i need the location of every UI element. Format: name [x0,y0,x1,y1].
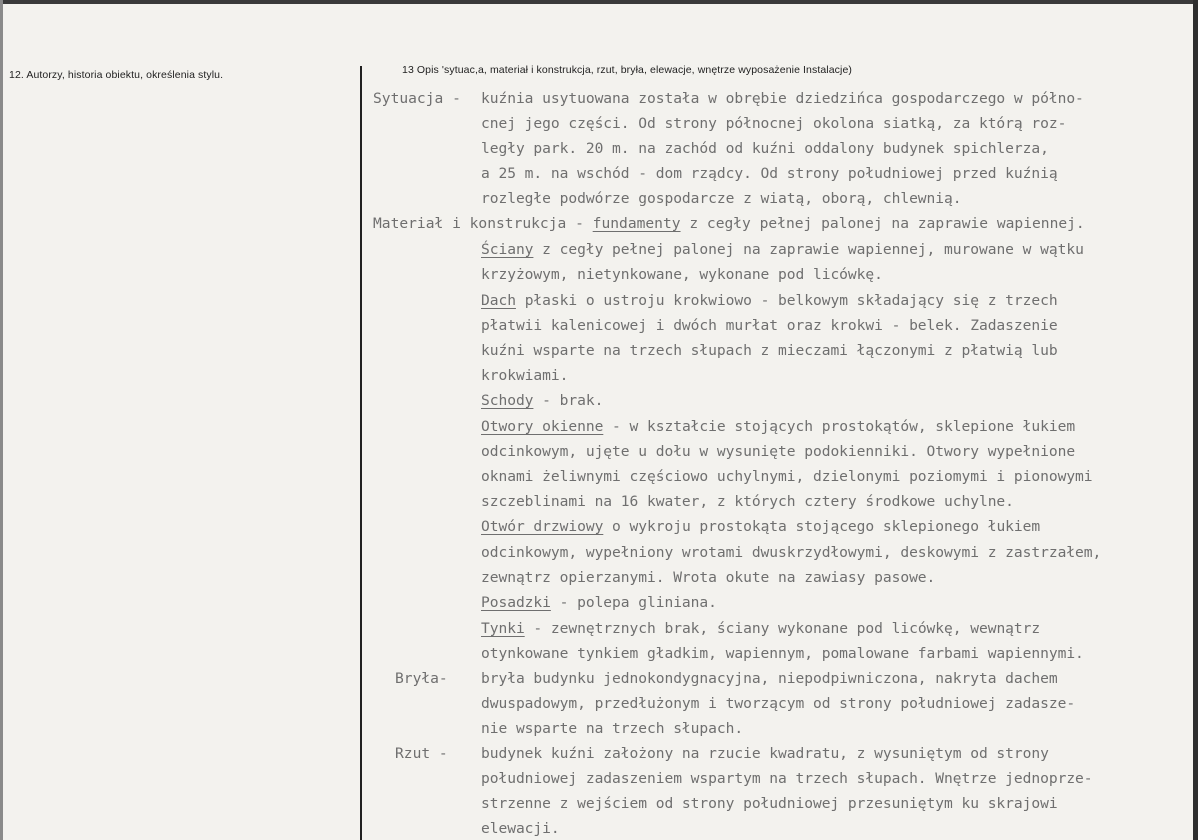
label-material: Materiał i konstrukcja - [373,215,584,232]
scan-edge-top [0,0,1198,4]
text-fragment: z cegły pełnej palonej na zaprawie wapiennej. [680,215,1085,232]
scan-edge-right [1193,0,1198,840]
text-line: elewacji. [481,820,560,837]
text-line: bryła budynku jednokondygnacyjna, niepodpiwniczona, nakryta dachem [481,670,1058,687]
label-rzut: Rzut - [395,745,448,762]
term-otwor-drzwiowy: Otwór drzwiowy [481,518,604,535]
text-line: oknami żeliwnymi częściowo uchylnymi, dzielonymi poziomymi i pionowymi [481,468,1093,485]
label-bryla: Bryła- [395,670,448,687]
term-sciany: Ściany [481,241,534,258]
text-line: a 25 m. na wschód - dom rządcy. Od strony południowej przed kuźnią [481,165,1058,182]
tynki-line [481,620,1040,638]
text-line: strzenne z wejściem od strony południowej przesuniętym ku skrajowi [481,795,1058,812]
text-line: kuźnia usytuowana została w obrębie dziedzińca gospodarczego w półno- [481,90,1084,107]
text-fragment: z cegły pełnej palonej na zaprawie wapiennej, murowane w wątku [533,241,1084,258]
dach-line [481,292,1058,310]
text-line: dwuspadowym, przedłużonym i tworzącym od strony południowej zadasze- [481,695,1076,712]
text-line: odcinkowym, wypełniony wrotami dwuskrzydłowymi, deskowymi z zastrzałem, [481,544,1102,561]
posadzki-line [481,594,717,612]
drzwi-line [481,518,1040,536]
material-line [373,215,1085,233]
text-fragment: - brak. [533,392,604,409]
header-section-13: 13 Opis 'sytuac,a, materiał i konstrukcja, rzut, bryła, elewacje, wnętrze wyposażenie Instalacje) [402,64,852,76]
term-dach: Dach [481,292,516,309]
text-line: odcinkowym, ujęte u dołu w wysunięte podokienniki. Otwory wypełnione [481,443,1076,460]
term-schody: Schody [481,392,534,409]
label-sytuacja: Sytuacja - [373,90,461,107]
text-line: płatwii kalenicowej i dwóch murłat oraz krokwi - belek. Zadaszenie [481,317,1058,334]
okna-line [481,418,1075,436]
term-fundamenty: fundamenty [592,215,681,232]
term-otwory-okienne: Otwory okienne [481,418,604,435]
text-line: otynkowane tynkiem gładkim, wapiennym, pomalowane farbami wapiennymi. [481,645,1084,662]
text-line: krzyżowym, nietynkowane, wykonane pod licówkę. [481,266,883,283]
text-fragment: - w kształcie stojących prostokątów, sklepione łukiem [603,418,1076,435]
text-line: budynek kuźni założony na rzucie kwadratu, z wysuniętym od strony [481,745,1049,762]
term-posadzki: Posadzki [481,594,551,611]
text-line: kuźni wsparte na trzech słupach z mieczami łączonymi z płatwią lub [481,342,1058,359]
text-line: zewnątrz opierzanymi. Wrota okute na zawiasy pasowe. [481,569,936,586]
text-line: krokwiami. [481,367,569,384]
scan-edge-left [0,0,3,840]
column-divider [360,66,362,840]
text-fragment: płaski o ustroju krokwiowo - belkowym składający się z trzech [515,292,1058,309]
sciany-line [481,241,1084,259]
text-fragment: o wykroju prostokąta stojącego sklepionego łukiem [603,518,1041,535]
text-line: szczeblinami na 16 kwater, z których cztery środkowe uchylne. [481,493,1014,510]
text-fragment: - polepa gliniana. [550,594,717,611]
term-tynki: Tynki [481,620,525,637]
schody-line [481,392,603,410]
header-section-12: 12. Autorzy, historia obiektu, określenia stylu. [9,69,224,81]
text-line: nie wsparte na trzech słupach. [481,720,744,737]
text-line: legły park. 20 m. na zachód od kuźni oddalony budynek spichlerza, [481,140,1049,157]
text-line: rozległe podwórze gospodarcze z wiatą, oborą, chlewnią. [481,190,962,207]
text-fragment: - zewnętrznych brak, ściany wykonane pod licówkę, wewnątrz [524,620,1041,637]
text-line: południowej zadaszeniem wspartym na trzech słupach. Wnętrze jednoprze- [481,770,1093,787]
text-line: cnej jego części. Od strony północnej okolona siatką, za którą roz- [481,115,1067,132]
